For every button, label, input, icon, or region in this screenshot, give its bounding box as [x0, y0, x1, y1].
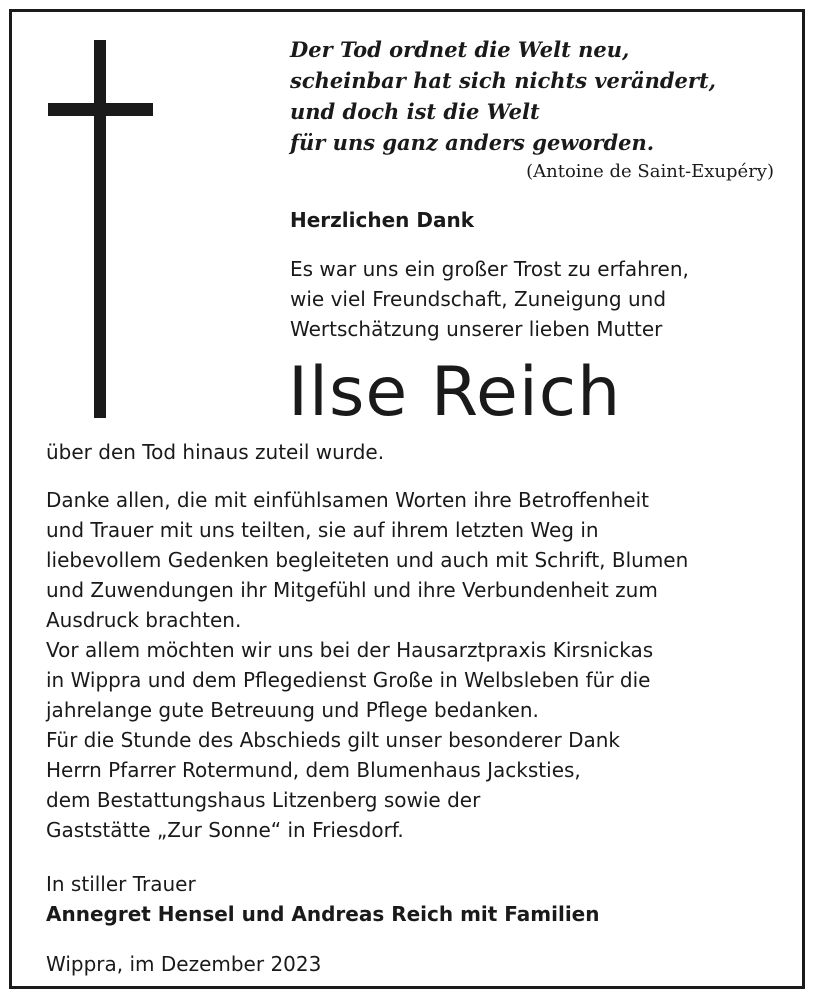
body-line: Gaststätte „Zur Sonne“ in Friesdorf. [46, 818, 404, 842]
body-line: in Wippra und dem Pflegedienst Große in Welbsleben für die [46, 668, 651, 692]
body-text [46, 485, 786, 845]
after-name-text: über den Tod hinaus zuteil wurde. [46, 440, 385, 464]
signature-names: Annegret Hensel und Andreas Reich mit Familien [46, 902, 600, 926]
body-line: jahrelange gute Betreuung und Pflege bedanken. [46, 698, 539, 722]
place-date: Wippra, im Dezember 2023 [46, 952, 322, 976]
quote-line: scheinbar hat sich nichts verändert, [290, 68, 716, 93]
intro-line: Es war uns ein großer Trost zu erfahren, [290, 257, 689, 281]
quote-line: für uns ganz anders geworden. [290, 130, 655, 155]
body-line: Für die Stunde des Abschieds gilt unser besonderer Dank [46, 728, 620, 752]
deceased-name: Ilse Reich [288, 353, 622, 432]
quote-line: und doch ist die Welt [290, 99, 540, 124]
quote-line: Der Tod ordnet die Welt neu, [290, 37, 630, 62]
quote-block [290, 34, 750, 158]
body-line: liebevollem Gedenken begleiteten und auch mit Schrift, Blumen [46, 548, 689, 572]
signature-intro: In stiller Trauer [46, 872, 196, 896]
cross-vertical-bar [94, 40, 106, 418]
body-line: Herrn Pfarrer Rotermund, dem Blumenhaus Jacksties, [46, 758, 581, 782]
body-line: dem Bestattungshaus Litzenberg sowie der [46, 788, 481, 812]
quote-author: (Antoine de Saint-Exupéry) [526, 161, 774, 182]
cross-horizontal-bar [48, 103, 153, 116]
thanks-heading: Herzlichen Dank [290, 208, 475, 232]
intro-line: Wertschätzung unserer lieben Mutter [290, 317, 663, 341]
body-line: Vor allem möchten wir uns bei der Hausarztpraxis Kirsnickas [46, 638, 654, 662]
body-line: Danke allen, die mit einfühlsamen Worten ihre Betroffenheit [46, 488, 650, 512]
body-line: und Trauer mit uns teilten, sie auf ihrem letzten Weg in [46, 518, 599, 542]
intro-line: wie viel Freundschaft, Zuneigung und [290, 287, 667, 311]
body-line: Ausdruck brachten. [46, 608, 242, 632]
body-line: und Zuwendungen ihr Mitgefühl und ihre Verbundenheit zum [46, 578, 658, 602]
intro-text [290, 254, 760, 344]
